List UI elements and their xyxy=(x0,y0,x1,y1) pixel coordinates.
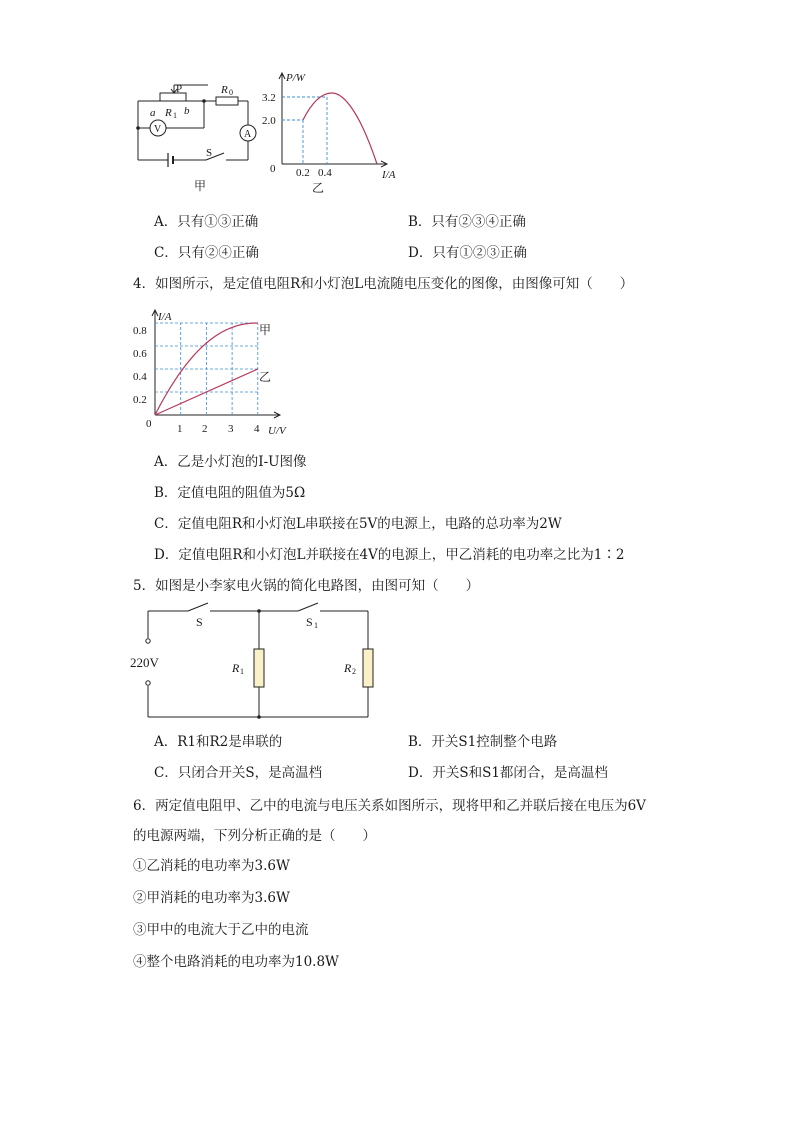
label-s1-sub: 1 xyxy=(314,621,318,630)
q3-option-a[interactable]: A．只有①③正确 xyxy=(154,214,259,230)
q4-ylabel: I/A xyxy=(158,311,172,323)
q6-statement-1[interactable]: ①乙消耗的电功率为3.6W xyxy=(133,858,290,874)
q6-statement-2[interactable]: ②甲消耗的电功率为3.6W xyxy=(133,890,290,906)
label-s: S xyxy=(206,147,213,159)
label-r1: R xyxy=(165,107,172,119)
q4-ytick-0-2: 0.2 xyxy=(133,394,147,406)
ylabel: P/W xyxy=(286,72,305,84)
caption-jia: 甲 xyxy=(194,179,207,193)
resistor-r1 xyxy=(254,649,264,687)
q5-option-d[interactable]: D．开关S和S1都闭合，是高温档 xyxy=(408,765,608,781)
xtick-0-2: 0.2 xyxy=(296,167,310,179)
ytick-2-0: 2.0 xyxy=(262,115,276,127)
q5-option-c[interactable]: C．只闭合开关S，是高温档 xyxy=(154,765,323,781)
q3-option-d[interactable]: D．只有①②③正确 xyxy=(408,245,527,261)
label-p: P xyxy=(176,83,183,95)
q3-option-b[interactable]: B．只有②③④正确 xyxy=(408,214,526,230)
label-a: a xyxy=(150,107,156,119)
q3-chart-yi xyxy=(262,68,412,198)
label-r0: R xyxy=(221,84,228,96)
q4-option-c[interactable]: C．定值电阻R和小灯泡L串联接在5V的电源上，电路的总功率为2W xyxy=(154,516,562,532)
caption-yi: 乙 xyxy=(312,181,325,195)
label-r2-sub: 2 xyxy=(352,667,356,676)
q4-xtick-2: 2 xyxy=(202,423,208,435)
q6-stem-line1: 6．两定值电阻甲、乙中的电流与电压关系如图所示，现将甲和乙并联后接在电压为6V xyxy=(133,798,646,814)
origin: 0 xyxy=(270,163,276,175)
label-s: S xyxy=(196,615,203,629)
q4-xtick-1: 1 xyxy=(177,423,183,435)
xtick-0-4: 0.4 xyxy=(318,167,332,179)
q5-stem: 5．如图是小李家电火锅的简化电路图，由图可知（ ） xyxy=(133,578,480,594)
label-220v: 220V xyxy=(130,655,159,670)
q4-option-b[interactable]: B．定值电阻的阻值为5Ω xyxy=(154,485,306,501)
q4-xtick-3: 3 xyxy=(228,423,234,435)
q4-ytick-0-6: 0.6 xyxy=(133,348,147,360)
label-a-meter: A xyxy=(244,129,252,140)
label-r1: R xyxy=(232,661,240,675)
label-r1-sub: 1 xyxy=(240,667,244,676)
label-s1: S xyxy=(306,615,313,629)
q4-origin: 0 xyxy=(146,418,152,430)
q4-option-d[interactable]: D．定值电阻R和小灯泡L并联接在4V的电源上，甲乙消耗的电功率之比为1∶2 xyxy=(154,547,625,563)
q3-circuit-jia xyxy=(128,80,268,200)
q5-option-b[interactable]: B．开关S1控制整个电路 xyxy=(408,734,558,750)
xlabel: I/A xyxy=(382,169,396,181)
q4-xlabel: U/V xyxy=(268,425,286,437)
q4-xtick-4: 4 xyxy=(254,423,260,435)
label-r1-sub: 1 xyxy=(173,111,177,120)
q5-circuit xyxy=(128,600,388,725)
q4-ytick-0-4: 0.4 xyxy=(133,371,147,383)
q6-statement-3[interactable]: ③甲中的电流大于乙中的电流 xyxy=(133,922,309,938)
q4-chart xyxy=(132,305,286,440)
q6-stem-line2: 的电源两端，下列分析正确的是（ ） xyxy=(133,828,376,844)
q4-stem: 4．如图所示，是定值电阻R和小灯泡L电流随电压变化的图像，由图像可知（ ） xyxy=(133,276,634,292)
q4-label-yi: 乙 xyxy=(259,370,272,384)
q4-label-jia: 甲 xyxy=(259,323,272,337)
q6-statement-4[interactable]: ④整个电路消耗的电功率为10.8W xyxy=(133,954,339,970)
q3-option-c[interactable]: C．只有②④正确 xyxy=(154,245,259,261)
pi-curve xyxy=(303,93,377,164)
label-r0-sub: 0 xyxy=(229,88,233,97)
label-b: b xyxy=(184,105,190,117)
q4-ytick-0-8: 0.8 xyxy=(133,325,147,337)
resistor-r2 xyxy=(363,649,373,687)
resistor-r0 xyxy=(216,97,238,105)
ytick-3-2: 3.2 xyxy=(262,92,276,104)
q5-option-a[interactable]: A．R1和R2是串联的 xyxy=(154,734,283,750)
label-r2: R xyxy=(344,661,352,675)
q4-option-a[interactable]: A．乙是小灯泡的I-U图像 xyxy=(154,454,307,470)
label-v: V xyxy=(154,124,162,135)
